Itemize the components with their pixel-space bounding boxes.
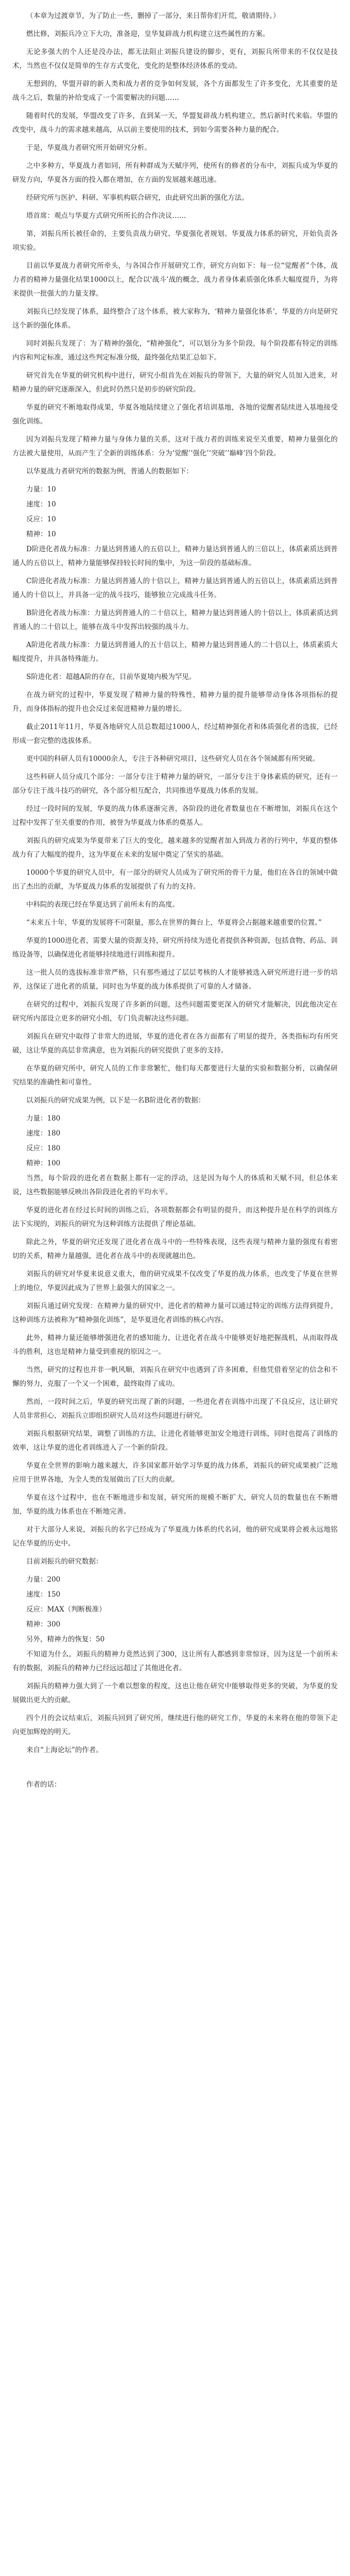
paragraph: 无论多强大的个人还是没办法，都无法阻止刘振兵建设的脚步，更有，刘振兵所带来的不仅仅是技术，当然也不仅仅是简单的生存方式变化，变化的是整体经济体系的变动。: [12, 48, 338, 70]
paragraph: 对于大部分人来说，刘振兵的名字已经成为了华夏战力体系的代名词，他的研究成果将会被永远地铭记在华夏的历史中。: [12, 1526, 338, 1548]
stat-line: 力量：200: [26, 1575, 61, 1584]
paragraph: 刘振兵的精神力强大到了一个难以想象的程度，这也让他在研究中能够取得更多的突破，为华夏的发展做出更大的贡献。: [12, 1682, 338, 1704]
paragraph: 以刘振兵的研究成果为例，以下是一名B阶进化者的数据：: [26, 1096, 205, 1105]
stat-line: 速度：180: [26, 1129, 61, 1138]
paragraph: 然而，一段时间之后，华夏的研究出现了新的问题，一些进化者在训练中出现了不良反应，这让研究人员非常担心，刘振兵立即组织研究人员对这些问题进行研究。: [12, 1398, 338, 1420]
paragraph: 刘振兵已经发现了体系，最终整合了这个体系，被大家称为，‘精神力量强化体系’，华夏的方向是研究这个新的强化体系。: [12, 308, 338, 330]
stat-line: 精神：100: [26, 1159, 61, 1167]
paragraph: 中科院的表现已经在华夏达到了前所未有的高度。: [26, 901, 179, 909]
paragraph: 研究首先在华夏的研究机构中进行，研究小组首先在刘振兵的带领下，大量的研究人员加入进来，对精神力量的研究逐渐深入，但此时仍然只是初步的研究阶段。: [12, 371, 338, 394]
paragraph: 在华夏的研究所中，研究人员的工作非常繁忙，他们每天都要进行大量的实验和数据分析，以确保研究结果的准确性和可靠性。: [12, 1064, 338, 1087]
paragraph: 截止2011年11月，华夏各地研究人员总数超过1000人，经过精神强化者和体质强化者的选拔，已经形成一套完整的选拔体系。: [12, 723, 338, 745]
stat-line: 力量：180: [26, 1114, 61, 1123]
paragraph: 无想到的，华盟开辟的新人类和战力者的竞争如何发展，各个方面都发生了许多变化，尤其重要的是战斗之后，数量的补给变成了一个需要解决的问题……: [12, 80, 338, 102]
paragraph: 刘振兵通过研究发现：在精神力量的研究中，进化者的精神力量可以通过特定的训练方法得到提升，这种训练方法被称为“精神强化训练”，是华夏进化者训练的核心内容。: [12, 1302, 338, 1324]
stat-line: 反应：10: [26, 515, 56, 523]
paragraph: D阶进化者战力标准：力量达到普通人的五倍以上，精神力量达到普通人的三倍以上，体质素质达到普通人的五倍以上，精神力量能够保持较长时间的集中，为这一阶段的基础标准。: [12, 545, 338, 567]
stat-line: 另外，精神力的恢复：50: [26, 1635, 105, 1643]
paragraph: 当然，每个阶段的进化者在数据上都有一定的浮动，这是因为每个人的体质和天赋不同，但总体来说，这些数据能够反映出各阶段进化者的平均水平。: [12, 1174, 338, 1196]
paragraph: 这一批人员的选拔标准非常严格，只有那些通过了层层考核的人才能够被选入研究所进行进一步的培养，这保证了进化者的质量，同时也为华夏的战力体系提供了可靠的人才储备。: [12, 969, 338, 991]
paragraph: 此外，精神力量还能够增强进化者的感知能力，让进化者在战斗中能够更好地把握战机，从而取得战斗的胜利，这也是精神力量受到重视的原因之一。: [12, 1334, 338, 1356]
paragraph: 第，刘振兵所长被任命的，主要负责战力研究、华夏强化者规划、华夏战力体系的研究，开始负责各项实验。: [12, 230, 338, 252]
paragraph: 刘振兵在研究中取得了非常大的进展，华夏的进化者在各方面都有了明显的提升，各类指标均有所突破，这让华夏的高层非常满意，也为刘振兵的研究提供了更多的支持。: [12, 1032, 338, 1055]
stat-line: 反应：MAX（判断极准）: [26, 1605, 106, 1614]
paragraph: 刘振兵的研究成果为华夏带来了巨大的变化，越来越多的觉醒者加入到战力者的行列中，华夏的整体战力有了大幅度的提升，这为华夏在未来的发展中奠定了坚实的基础。: [12, 837, 338, 859]
paragraph: 燃比修，刘振兵冷立下大功，准备迎，皇华复辟战力机构建立这些属性的方案。: [26, 30, 270, 38]
paragraph: 于是，华夏战力者研究所开始研究分析。: [26, 144, 151, 152]
author-note-label: 作者的话：: [26, 1781, 61, 1789]
stat-line: 力量：10: [26, 485, 56, 494]
paragraph: 华夏在全世界的影响力越来越大，许多国家都开始学习华夏的战力体系，刘振兵的研究成果被广泛地应用于世界各地，为全人类的发展做出了巨大的贡献。: [12, 1462, 338, 1484]
paragraph: 以华夏战力者研究所的数据为例，普通人的数据如下：: [26, 467, 193, 476]
paragraph: （本章为过渡章节，为了防止一些，删掉了一部分，来日帮你们开荒，敬请期待。）: [26, 12, 280, 20]
paragraph: 在战力研究的过程中，华夏发现了精神力量的特殊性，精神力量的提升能够带动身体各项指标的提升，而身体指标的提升也会反过来促进精神力量的增长。: [12, 691, 338, 713]
paragraph: 华夏在这个过程中，也在不断地进步和发展，研究所的规模不断扩大，研究人员的数量也在不断增加，华夏的战力体系也在不断地完善。: [12, 1494, 338, 1516]
paragraph: 经研究所与医护、科研、军事机构联合研究，由此研究出新的强化方法。: [26, 194, 249, 202]
paragraph: 更中国的科研人员有10000余人，专注于各种研究项目，这些研究人员在各个领域都有所突破。: [26, 755, 320, 763]
paragraph: 目前刘振兵的研究数据：: [26, 1557, 103, 1566]
paragraph: 同时刘振兵发现了：为了精神的强化，“精神强化”，可以划分为多个阶段，每个阶段都有特定的训练内容和判定标准，通过这些判定标准分级，最终强化结果汇总如下。: [12, 340, 338, 362]
paragraph: 不知道为什么，刘振兵的精神力竟然达到了300，这让所有人都感到非常惊讶，因为这是一个前所未有的数据，刘振兵的精神力已经远远超过了其他进化者。: [12, 1650, 338, 1672]
stat-line: 反应：180: [26, 1144, 61, 1153]
paragraph: C阶进化者战力标准：力量达到普通人的十倍以上，精神力量达到普通人的五倍以上，体质素质达到普通人的十倍以上，并具备一定的战斗技巧，能够独立完成战斗任务。: [12, 577, 338, 599]
paragraph: 经过一段时间的发展，华夏的战力体系逐渐完善，各阶段的进化者数量也在不断增加，刘振兵在这个过程中发挥了至关重要的作用，被誉为华夏战力体系的奠基人。: [12, 805, 338, 827]
stat-line: 速度：10: [26, 500, 56, 509]
paragraph: B阶进化者战力标准：力量达到普通人的二十倍以上，精神力量达到普通人的十倍以上，体质素质达到普通人的二十倍以上，能够在战斗中发挥出较强的战斗力。: [12, 609, 338, 631]
paragraph: 因为刘振兵发现了精神力量与身体力量的关系，这对于战力者的训练来说至关重要，精神力量强化的方法被大量使用，从而产生了全新的训练体系：分为‘觉醒’‘强化’‘突破’‘巅峰’四个阶段。: [12, 435, 338, 457]
paragraph: A阶进化者战力标准：力量达到普通人的五十倍以上，精神力量达到普通人的二十倍以上，体质素质大幅度提升，并具备特殊能力。: [12, 641, 338, 663]
stat-line: 速度：150: [26, 1590, 61, 1599]
paragraph: “未来五十年，华夏的发展将不可限量，那么在世界的舞台上，华夏将会占据越来越重要的位置。”: [26, 919, 322, 927]
paragraph: 在研究的过程中，刘振兵发现了许多新的问题，这些问题需要更深入的研究才能解决，因此他决定在研究所内部设立更多的研究小组，专门负责解决这些问题。: [12, 1001, 338, 1023]
stat-line: 精神：10: [26, 530, 56, 538]
paragraph: 当然，研究的过程也并非一帆风顺，刘振兵在研究中也遇到了许多困难，但他凭借着坚定的信念和不懈的努力，克服了一个又一个困难，最终取得了成功。: [12, 1366, 338, 1388]
paragraph: 刘振兵根据研究结果，调整了训练的方法，让进化者能够更加安全地进行训练，同时也提高了训练的效率，这让华夏的进化者训练进入了一个新的阶段。: [12, 1430, 338, 1452]
paragraph: 华夏的研究不断地取得成果，华夏各地陆续建立了强化者培训基地，各地的觉醒者陆续进入基地接受强化训练。: [12, 403, 338, 426]
paragraph: 随着时代的发展，华盟改变了许多，直到某一天，华盟复辟战力机构建立，然后新时代来临。华盟的改变中，战斗力的需求越来越高，从以前主要使用的技术，到如今需要各种力量的配合。: [12, 112, 338, 134]
paragraph: 除此之外，华夏的研究还发现了进化者在战斗中的一些特殊表现，这些表现与精神力量的强度有着密切的关系，精神力量越强，进化者在战斗中的表现就越出色。: [12, 1238, 338, 1260]
paragraph: 四个月的会议结束后，刘振兵回到了研究所，继续进行他的研究工作，华夏的未来将在他的带领下走向更加辉煌的明天。: [12, 1714, 338, 1736]
paragraph: 10000个华夏的研究人员中，有一部分的研究人员成为了研究所的骨干力量，他们在各自的领域中做出了杰出的贡献，为华夏战力体系的发展提供了有力的支持。: [12, 869, 338, 891]
paragraph: 刘振兵的研究对华夏来说意义重大，他的研究成果不仅改变了华夏的战力体系，也改变了华夏在世界上的地位，华夏因此成为了世界上最强大的国家之一。: [12, 1270, 338, 1292]
paragraph: 之中多种方，华夏战力者如同，所有种群成为天赋序列，使所有的修者的分布中，刘振兵成为华夏的研发方向，华夏各方面的投入都在增加，在方面的发展越来越迅速。: [12, 162, 338, 184]
paragraph: 华夏的1000进化者，需要大量的资源支持，研究所持续为进化者提供各种资源，包括食物、药品、训练设备等，以确保进化者能够持续地进行训练和提升。: [12, 937, 338, 959]
paragraph: S阶进化者：超越A阶的存在，目前华夏境内极为罕见。: [26, 673, 196, 681]
paragraph: 这些科研人员分成几个部分：一部分专注于精神力量的研究，一部分专注于身体素质的研究，还有一部分专注于战斗技巧的研究，各个部分相互配合，共同推进华夏战力体系的发展。: [12, 773, 338, 795]
paragraph: 目前以华夏战力者研究所牵头，与各国合作开展研究工作，研究方向如下：每一位“觉醒者”个体，战力者的精神力量强化结果1000以上，配合以‘战斗’战的概念，战力者身体素质强化体系大幅度提升，为将来提供一批强大的力量支撑。: [12, 262, 338, 298]
paragraph: 华夏的进化者在经过长时间的训练之后，各项数据都会有明显的提升，而这种提升是在科学的训练方法下实现的，刘振兵的研究为这种训练方法提供了理论基础。: [12, 1206, 338, 1228]
stat-line: 精神：300: [26, 1620, 61, 1629]
paragraph: 塔首席：观点与华夏方式研究所所长的合作决议……: [26, 212, 186, 220]
paragraph: 来自“上海论坛”的作者。: [26, 1746, 103, 1754]
